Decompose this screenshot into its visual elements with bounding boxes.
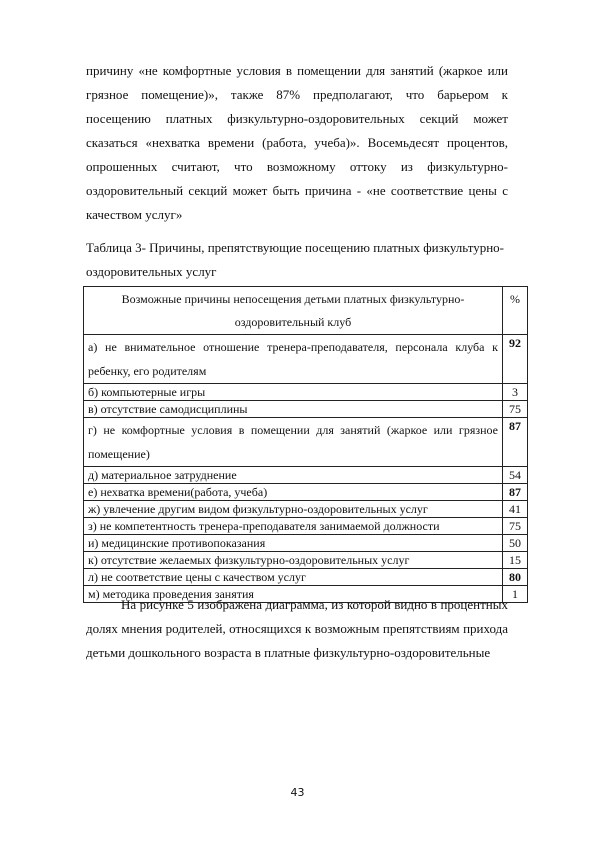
table-row (84, 552, 528, 569)
closing-paragraph: На рисунке 5 изображена диаграмма, из которой видно в процентных долях мнения родителей, относящихся к возможным препятствиям прихода детьми дошкольного возраста в платные физкультурно-оздоровительные (86, 597, 508, 660)
reason-cell: д) материальное затруднение (84, 467, 503, 484)
percent-cell: 75 (503, 401, 528, 418)
table-row (84, 535, 528, 552)
reasons-table (83, 286, 528, 603)
table-row (84, 467, 528, 484)
reason-cell: г) не комфортные условия в помещении для занятий (жаркое или грязное помещение) (84, 418, 503, 467)
table-row (84, 569, 528, 586)
percent-cell: 1 (503, 586, 528, 603)
reason-cell: е) нехватка времени(работа, учеба) (84, 484, 503, 501)
percent-cell: 50 (503, 535, 528, 552)
table-row (84, 335, 528, 384)
percent-cell: 80 (503, 569, 528, 586)
header-percent: % (503, 287, 528, 335)
table-row (84, 401, 528, 418)
reason-cell: в) отсутствие самодисциплины (84, 401, 503, 418)
reason-cell: л) не соответствие цены с качеством услуг (84, 569, 503, 586)
header-reason: Возможные причины непосещения детьми платных физкультурно-оздоровительный клуб (84, 287, 503, 335)
table-caption: Таблица 3- Причины, препятствующие посещению платных физкультурно-оздоровительных услуг (86, 240, 504, 279)
intro-paragraph: причину «не комфортные условия в помещении для занятий (жаркое или грязное помещение)», также 87% предполагают, что барьером к посещению платных физкультурно-оздоровительных секций может сказаться «нехватка времени (работа, учеба)». Восемьдесят процентов, опрошенных считают, что возможному оттоку из физкультурно- оздоровительный секций может быть причина - «не соответствие цены с качеством услуг» (86, 63, 508, 222)
table-row (84, 518, 528, 535)
reason-cell: б) компьютерные игры (84, 384, 503, 401)
table-row (84, 501, 528, 518)
percent-cell: 87 (503, 484, 528, 501)
reason-cell: з) не компетентность тренера-преподавателя занимаемой должности (84, 518, 503, 535)
reason-cell: ж) увлечение другим видом физкультурно-оздоровительных услуг (84, 501, 503, 518)
reason-cell: а) не внимательное отношение тренера-преподавателя, персонала клуба к ребенку, его родителям (84, 335, 503, 384)
percent-cell: 87 (503, 418, 528, 467)
table-row (84, 384, 528, 401)
page-number: 43 (290, 786, 305, 799)
reason-cell: к) отсутствие желаемых физкультурно-оздоровительных услуг (84, 552, 503, 569)
table-row (84, 484, 528, 501)
table-row (84, 418, 528, 467)
percent-cell: 15 (503, 552, 528, 569)
percent-cell: 54 (503, 467, 528, 484)
reason-cell: и) медицинские противопоказания (84, 535, 503, 552)
table-header-row (84, 287, 528, 335)
percent-cell: 41 (503, 501, 528, 518)
percent-cell: 92 (503, 335, 528, 384)
percent-cell: 3 (503, 384, 528, 401)
reason-cell: м) методика проведения занятия (84, 586, 503, 603)
percent-cell: 75 (503, 518, 528, 535)
